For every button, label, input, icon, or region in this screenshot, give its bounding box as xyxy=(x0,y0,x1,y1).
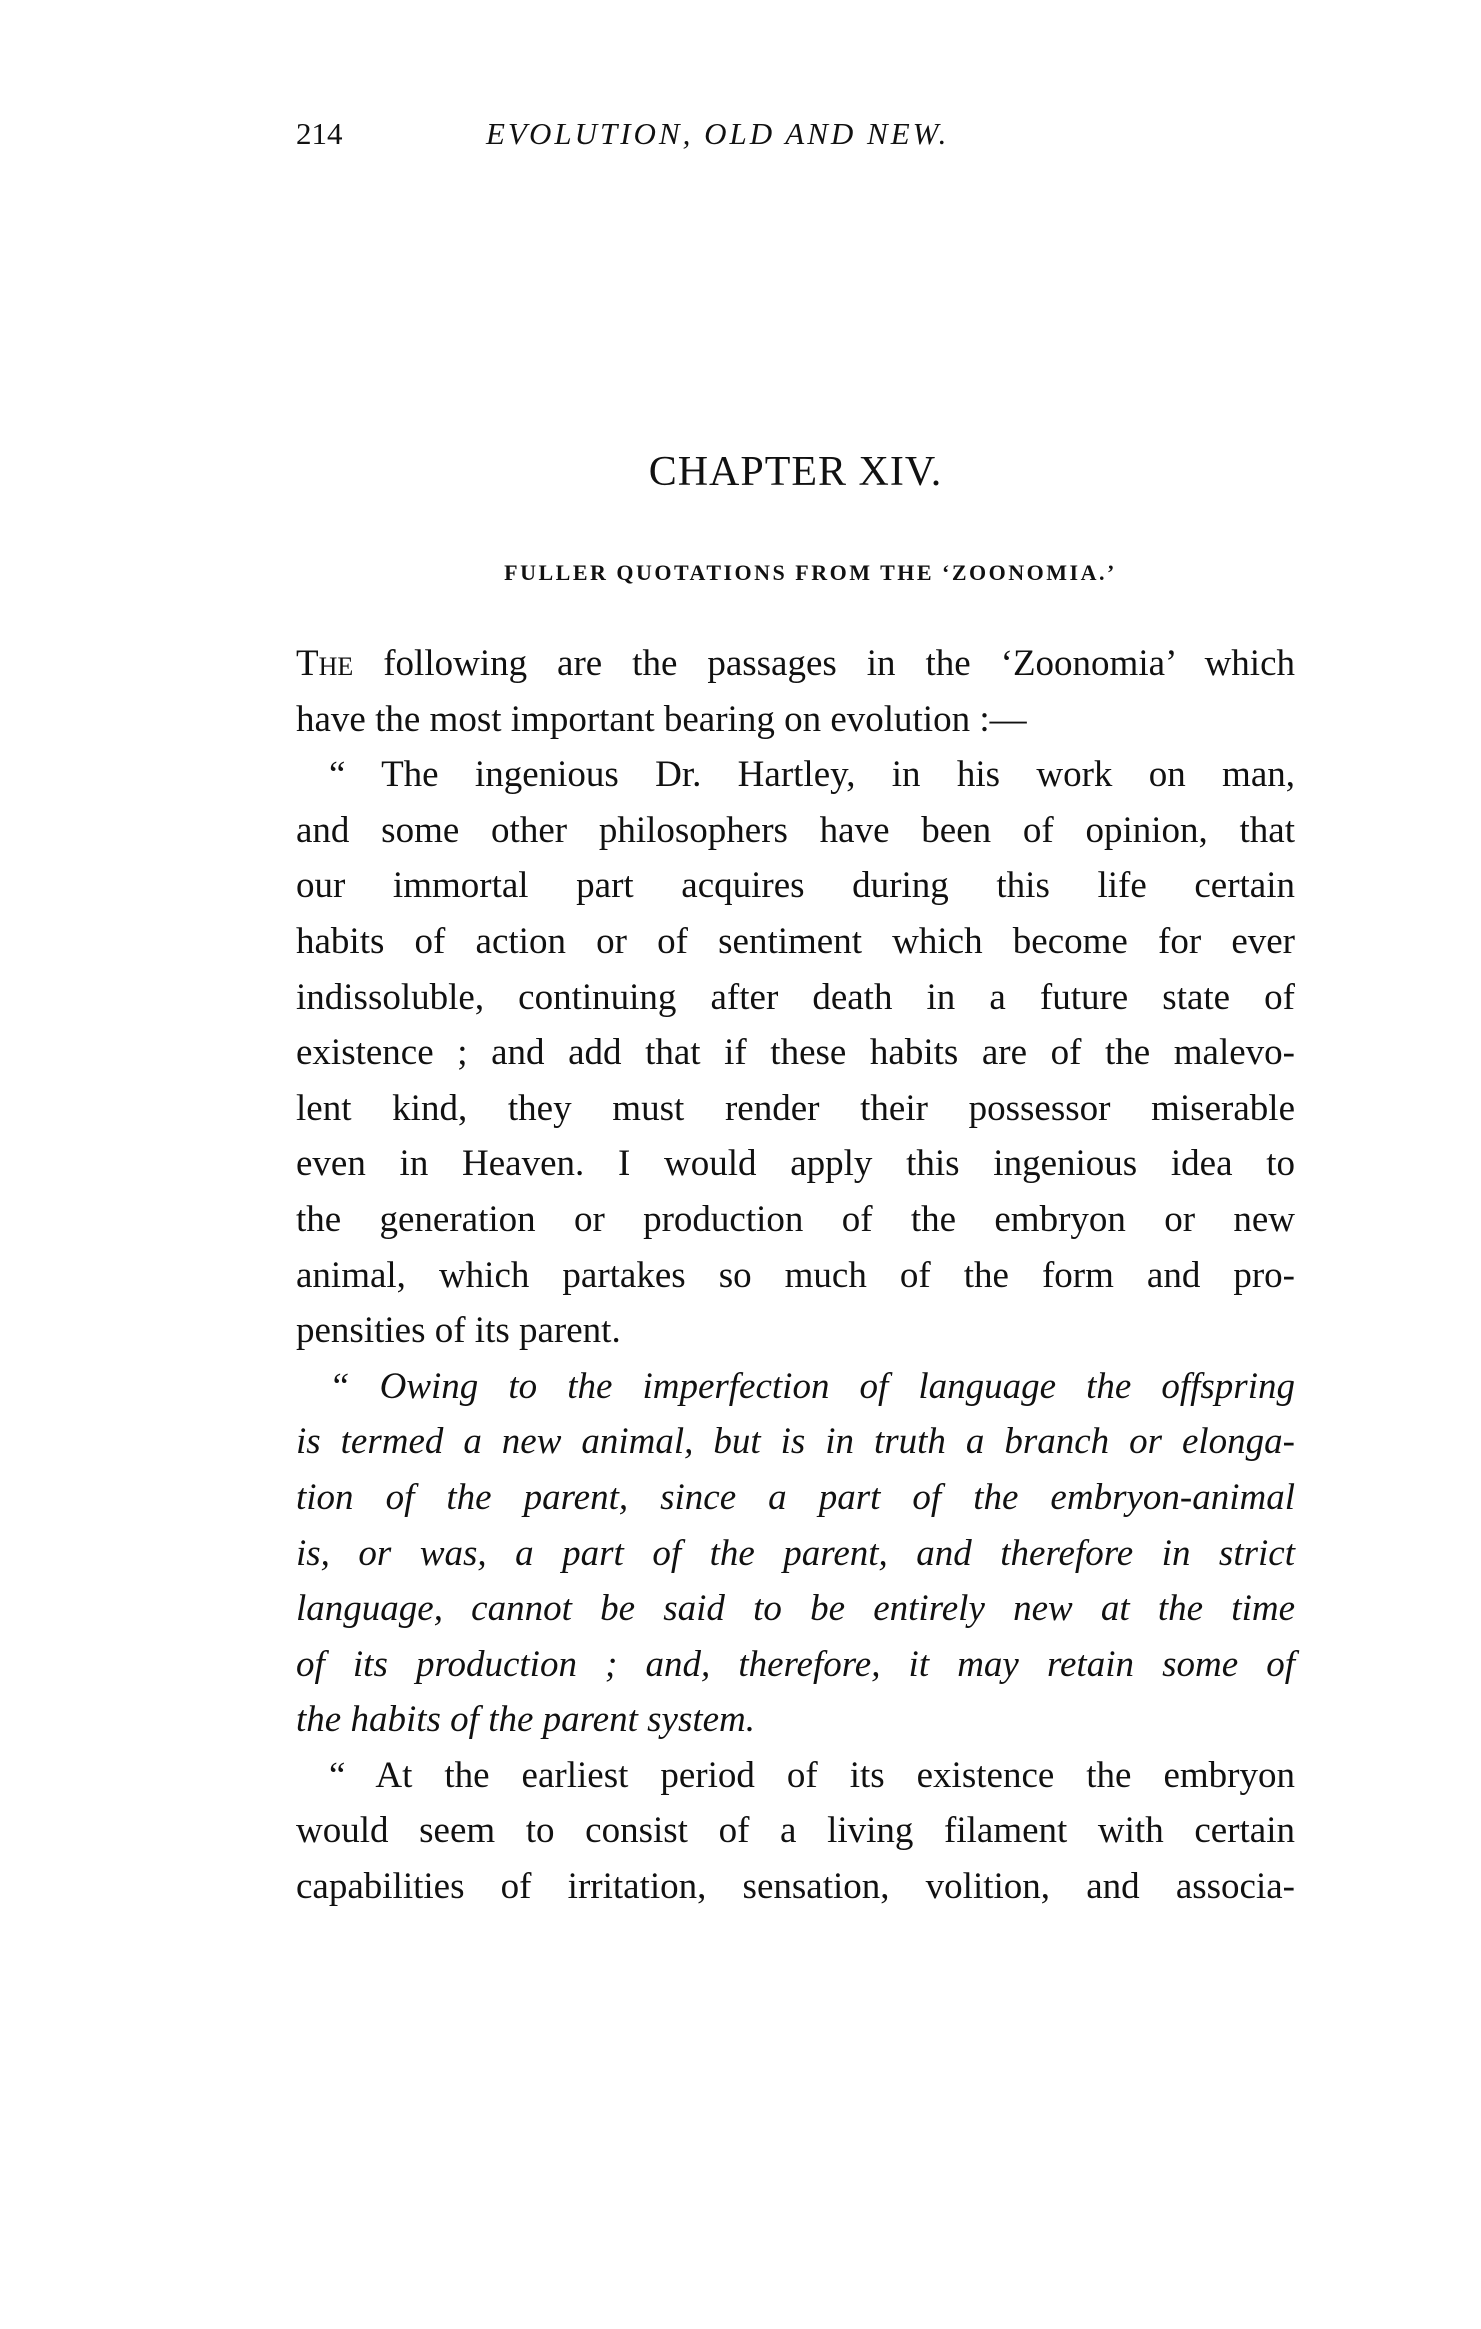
text-line: animal, which partakes so much of the form and pro- xyxy=(296,1254,1295,1296)
text-line: is termed a new animal, but is in truth a branch or elonga- xyxy=(296,1421,1295,1463)
text-line: would seem to consist of a living filament with certain xyxy=(296,1810,1295,1852)
text-line: have the most important bearing on evolution :— xyxy=(296,698,1027,740)
text-line: tion of the parent, since a part of the embryon-animal xyxy=(296,1476,1295,1518)
text-line: The following are the passages in the ‘Zoonomia’ which xyxy=(296,643,1295,684)
text-line: pensities of its parent. xyxy=(296,1310,621,1352)
chapter-subtitle: FULLER QUOTATIONS FROM THE ‘ZOONOMIA.’ xyxy=(504,560,1117,585)
text-line: “ The ingenious Dr. Hartley, in his work on man, xyxy=(329,754,1295,796)
text-line: and some other philosophers have been of opinion, that xyxy=(296,809,1295,851)
text-line: existence ; and add that if these habits are of the malevo- xyxy=(296,1032,1295,1074)
text-line: the generation or production of the embryon or new xyxy=(296,1198,1295,1240)
text-line: habits of action or of sentiment which become for ever xyxy=(296,920,1295,962)
page-number: 214 xyxy=(296,116,343,151)
text-line: is, or was, a part of the parent, and therefore in strict xyxy=(296,1532,1295,1574)
text-line: language, cannot be said to be entirely new at the time xyxy=(296,1588,1295,1630)
text-line: even in Heaven. I would apply this ingenious idea to xyxy=(296,1143,1295,1185)
text-line: “ Owing to the imperfection of language the offspring xyxy=(329,1365,1295,1407)
running-title: EVOLUTION, OLD AND NEW. xyxy=(486,116,950,151)
text-line: the habits of the parent system. xyxy=(296,1699,756,1741)
body-text xyxy=(296,636,1295,1915)
text-line: our immortal part acquires during this life certain xyxy=(296,865,1295,907)
text-line: of its production ; and, therefore, it may retain some of xyxy=(296,1643,1295,1685)
text-line: lent kind, they must render their possessor miserable xyxy=(296,1087,1295,1129)
text-line: “ At the earliest period of its existence the embryon xyxy=(329,1754,1295,1796)
text-line: capabilities of irritation, sensation, volition, and associa- xyxy=(296,1866,1295,1908)
text-line: indissoluble, continuing after death in a future state of xyxy=(296,976,1295,1018)
chapter-title: CHAPTER XIV. xyxy=(648,449,943,495)
running-header xyxy=(296,116,1296,160)
small-caps-opening: The xyxy=(296,643,354,684)
